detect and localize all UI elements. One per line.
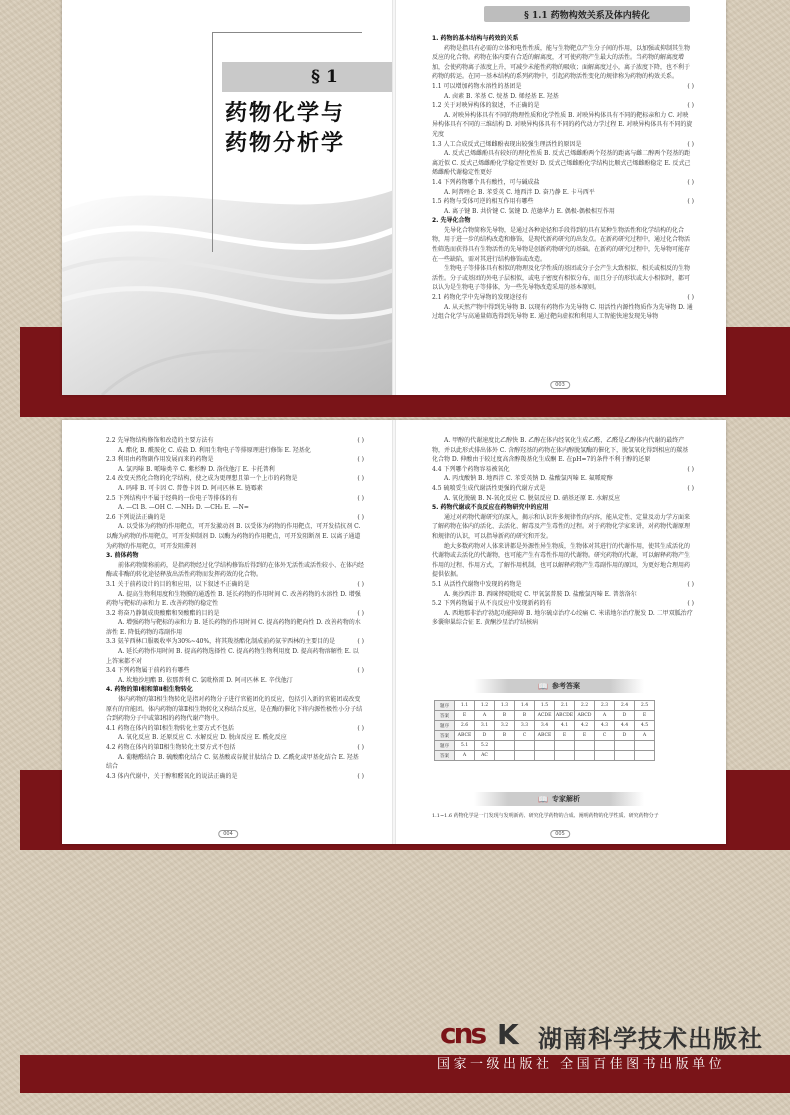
table-cell	[615, 751, 635, 761]
table-cell: D	[615, 711, 635, 721]
paragraph: A. 反式己烯雌酚具有较好的理化性质 B. 反式己烯雌酚两个羟基的距离与雌二醇两个羟基的距离近似 C. 反式己烯雌酚化学稳定性更好 D. 反式己烯雌酚化学结构比顺式己烯雌酚稳定 E. 反式己烯雌酚代谢稳定性更好	[432, 150, 691, 177]
cover-title-line: 药物分析学	[225, 130, 346, 156]
table-cell: 5.2	[475, 741, 495, 751]
cover-wave-graphic	[62, 170, 394, 395]
answers-banner	[474, 679, 644, 693]
table-cell: A	[595, 711, 615, 721]
answer-blank: ( )	[357, 437, 364, 444]
table-cell	[555, 751, 575, 761]
paragraph: A. 氧化反应 B. 还原反应 C. 水解反应 D. 脱卤反应 E. 酰化反应	[118, 734, 287, 742]
paragraph: 前体药物简称前药，是指药物经过化学结构修饰后得到的在体外无活性或活性较小、在体内经酶或非酶的转化途径释放出活性药物而发挥药效的化合物。	[106, 561, 365, 579]
page-005	[394, 420, 726, 844]
publisher-slogan: 国家一级出版社 全国百佳图书出版单位	[437, 1057, 726, 1072]
table-cell	[635, 751, 655, 761]
answer-blank: ( )	[357, 744, 364, 751]
table-cell: 4.4	[615, 721, 635, 731]
question	[106, 580, 364, 590]
question-text: 1.4 下列药物哪个具有酸性，可与碱成盐	[432, 178, 540, 186]
question-text: 4.4 下列哪个药物容易被氧化	[432, 465, 510, 473]
answer-blank: ( )	[687, 198, 694, 206]
table-cell: C	[515, 731, 535, 741]
table-cell: B	[495, 731, 515, 741]
question	[432, 82, 694, 92]
table-row	[435, 721, 655, 731]
table-cell: 4.1	[555, 721, 575, 731]
answer-blank: ( )	[357, 513, 364, 521]
question-text: 2.5 下列结构中不属于经典的一价电子等排体的有	[106, 494, 238, 502]
analysis-text: 1.1~1.6 药物化学是一门发现与发明新药、研究化学药物的合成、阐明药物的化学性质、研究药物分子	[432, 813, 659, 819]
publisher-name: 湖南科学技术出版社	[538, 1025, 763, 1053]
table-cell: 1.1	[455, 701, 475, 711]
table-cell: 3.2	[495, 721, 515, 731]
table-cell	[495, 741, 515, 751]
table-row	[435, 751, 655, 761]
question	[106, 474, 364, 484]
table-cell: ABCD	[575, 711, 595, 721]
table-cell: 1.5	[535, 701, 555, 711]
question-text: 2.2 先导物结构修饰和改造的主要方法有	[106, 437, 214, 444]
table-cell	[635, 741, 655, 751]
answer-table	[434, 700, 655, 761]
row-label: 题序	[435, 741, 455, 751]
answer-blank: ( )	[687, 484, 694, 492]
paragraph: A. 对映异构体具有不同的物理性质和化学性质 B. 对映异构体具有不同的靶标亲和力 C. 对映异构体具有不同的三维结构 D. 对映异构体具有不同的药代动力学过程 E. 对映异构体具有不同的旋光度	[432, 111, 693, 138]
answers-title: 参考答案	[551, 682, 580, 690]
answer-blank: ( )	[357, 475, 364, 483]
paragraph: A. 坎地沙坦酯 B. 依那普利 C. 氯吡格雷 D. 阿司匹林 E. 辛伐他汀	[118, 676, 293, 684]
question-text: 5.2 下列药物属于从不良反应中发现新药的有	[432, 600, 552, 608]
question	[106, 743, 364, 753]
analysis-title: 专家解析	[551, 795, 580, 803]
section-number: § 1	[222, 62, 394, 92]
table-cell	[615, 741, 635, 751]
table-cell: 2.1	[555, 701, 575, 711]
book-icon: 📖	[538, 681, 548, 691]
answer-blank: ( )	[687, 580, 694, 588]
paragraph: 绝大多数药物对人体来讲都是外源性异生物质，生物体对其进行的代谢作用，使其生成活化的代谢物或去活化的代谢物，也可能产生有毒性作用的代谢物。研究药物的代谢，可以解释药物产生作用的过程、作用方式，了解作用机制，也可以解释药物产生毒副作用的原因，为更好地合理用药提供依据。	[432, 542, 691, 579]
table-cell: D	[475, 731, 495, 741]
page-text	[106, 436, 364, 781]
subsection-heading: 1. 药物的基本结构与药效的关系	[432, 35, 519, 42]
answer-blank: ( )	[687, 465, 694, 473]
subsection-heading: 4. 药物的第Ⅰ相和第Ⅱ相生物转化	[106, 686, 193, 694]
table-cell: A	[455, 751, 475, 761]
table-cell: 2.2	[575, 701, 595, 711]
paragraph: A. 西地那非治疗勃起功能障碍 B. 地尔硫卓治疗心绞痛 C. 米诺地尔治疗脱发 D. 二甲双胍治疗多囊卵巢综合征 E. 黄酮沙星治疗结核病	[432, 609, 693, 627]
paragraph: A. 酯化 B. 酰胺化 C. 成盐 D. 利用生物电子等排原理进行修饰 E. 羟基化	[118, 446, 311, 454]
question	[432, 599, 694, 609]
table-cell	[595, 751, 615, 761]
table-cell: AC	[475, 751, 495, 761]
paragraph: A. 增强药物与靶标的亲和力 B. 延长药物的作用时间 C. 提高药物的靶向性 D. 改善药物的水溶性 E. 降低药物的毒副作用	[106, 619, 361, 636]
table-cell	[555, 741, 575, 751]
answer-blank: ( )	[687, 102, 694, 110]
spread-cover	[62, 0, 726, 395]
row-label: 题序	[435, 701, 455, 711]
table-row	[435, 741, 655, 751]
table-cell: A	[635, 731, 655, 741]
answer-blank: ( )	[687, 140, 694, 148]
table-cell: E	[555, 731, 575, 741]
paragraph: A. —Cl B. —OH C. —NH₂ D. —CH₃ E. —N=	[118, 504, 249, 512]
table-cell: 3.4	[535, 721, 555, 731]
question	[106, 436, 364, 446]
page-text	[432, 436, 694, 628]
cover-page	[62, 0, 394, 395]
question-text: 3.4 下列药物属于前药的有哪些	[106, 667, 190, 675]
publisher-logo-k: K	[497, 1018, 519, 1051]
question	[106, 666, 364, 676]
table-row	[435, 711, 655, 721]
table-cell: 1.4	[515, 701, 535, 711]
question	[106, 609, 364, 619]
table-cell: 4.2	[575, 721, 595, 731]
book-icon: 📖	[538, 794, 548, 804]
question	[106, 513, 364, 523]
question	[432, 580, 694, 590]
question	[106, 724, 364, 734]
table-cell: E	[455, 711, 475, 721]
table-cell	[495, 751, 515, 761]
table-cell: ABCDE	[555, 711, 575, 721]
paragraph: 体内药物的第Ⅰ相生物转化是指对药物分子进行官能团化的反应，包括引入新的官能团或改变原有的官能团。体内药物的第Ⅱ相生物转化又称结合反应，是在酶的催化下将内源性极性小分子结合到药物分子中或第Ⅰ相的药物代谢产物中。	[106, 696, 363, 723]
paragraph: 通过对药物代谢研究的深入，揭示和认识许多规律性的内容，能从定性、定量及动力学方面来了解药物在体内的活化、去活化、解毒及产生毒性的过程。对于药物化学家来讲，对药物代谢原理和规律的认识，可以指导新药的研究和开发。	[432, 513, 691, 540]
table-cell: 2.6	[455, 721, 475, 731]
paragraph: 药物是指具有必需的立体和电性性质，能与生物靶点产生分子间的作用，以加强或抑制其生物反应的化合物。药物在体内要有合适的解离度，才可使药物产生最大的活性。当药物的解离度增加，会使药物离子浓度上升，可减少未能性药物的吸收；面解离度过小，离子浓度下降，也不利于药物的转运。在同一基本结构的系列药物中，引起药物活性变化的规律称为药物的构效关系。	[432, 44, 691, 81]
question	[432, 197, 694, 207]
paragraph: A. 吗啡 B. 可卡因 C. 普鲁卡因 D. 阿司匹林 E. 链霉素	[118, 484, 263, 492]
question	[106, 455, 364, 465]
answer-blank: ( )	[687, 600, 694, 608]
section-header: § 1.1 药物构效关系及体内转化	[484, 6, 690, 22]
paragraph: A. 氧化脱硫 B. N-氧化反应 C. 脱氨反应 D. 硝基还原 E. 水解反应	[444, 494, 621, 502]
question-text: 4.3 体内代谢中，关于醇和醛氧化的说法正确的是	[106, 772, 238, 780]
table-cell	[575, 741, 595, 751]
subsection-heading: 3. 前体药物	[106, 552, 139, 560]
question-text: 3.2 将奋乃静制成庚酸酯和癸酸酯的目的是	[106, 609, 220, 617]
table-cell: D	[615, 731, 635, 741]
answer-blank: ( )	[357, 667, 364, 675]
table-cell: 4.3	[595, 721, 615, 731]
question	[432, 101, 694, 111]
paragraph: A. 以受体为药物的作用靶点，可开发激动剂 B. 以受体为药物的作用靶点，可开发拮抗剂 C. 以酶为药物的作用靶点，可开发抑制剂 D. 以酶为药物的作用靶点，可开发阻断剂 E. 以离子通道为药物的作用靶点，可开发阻滞剂	[106, 523, 361, 550]
table-cell: B	[515, 711, 535, 721]
answer-blank: ( )	[687, 178, 694, 186]
table-row	[435, 731, 655, 741]
question	[106, 772, 364, 782]
question	[432, 140, 694, 150]
row-label: 答案	[435, 751, 455, 761]
answer-blank: ( )	[357, 724, 364, 732]
table-cell	[595, 741, 615, 751]
table-cell: 1.3	[495, 701, 515, 711]
table-cell: 3.3	[515, 721, 535, 731]
question-text: 1.3 人工合成反式己烯雌酚表现出较强生理活性的原因是	[432, 140, 582, 148]
question-text: 1.1 可以增加药物水溶性的基团是	[432, 82, 522, 90]
question-text: 4.5 硫喷妥生成代谢活性更强的代谢方式是	[432, 484, 546, 492]
answer-blank: ( )	[687, 82, 694, 90]
question-text: 3.1 关于前药设计的目的和应用，以下叙述不正确的是	[106, 580, 250, 588]
paragraph: A. 从天然产物中得到先导物 B. 以现有药物作为先导物 C. 用活性内源性物质作为先导物 D. 通过组合化学与高通量筛选得到先导物 E. 通过靶向虚拟和利用人工智能快速发现先导物	[432, 303, 693, 321]
publisher-logo-cns: cns	[440, 1017, 485, 1050]
table-cell	[515, 741, 535, 751]
subsection-heading: 2. 先导化合物	[432, 217, 471, 225]
cover-frame-line	[212, 32, 213, 252]
answer-blank: ( )	[357, 456, 364, 464]
paragraph: A. 卤素 B. 苯基 C. 烷基 D. 烯烃基 E. 羟基	[444, 92, 559, 100]
paragraph: A. 丙戊酸钠 B. 地西泮 C. 苯妥英钠 D. 盐酸氯丙嗪 E. 氟哌啶醇	[444, 475, 613, 483]
table-cell: 4.5	[635, 721, 655, 731]
paragraph: 生物电子等排体具有相似的物理及化学性质的基团或分子会产生大致相似、相关或相反的生物活性。分子或基团的外电子层相似，或电子密度有相似分布，而且分子的形状或大小相似时，都可以认为是生物电子等排体，为一些先导物改造采用的基本原则。	[432, 265, 691, 292]
table-cell: 2.5	[635, 701, 655, 711]
table-cell	[575, 751, 595, 761]
question-text: 2.1 药物化学中先导物的发现途径有	[432, 294, 528, 302]
paragraph: A. 提高生物利用度和生物膜的通透性 B. 延长药物的作用时间 C. 改善药物的水溶性 D. 增强药物与靶标的亲和力 E. 改善药物的稳定性	[106, 590, 361, 608]
table-cell	[535, 741, 555, 751]
question-text: 1.5 药物与受体可逆的相互作用有哪些	[432, 198, 534, 206]
page-004	[62, 420, 394, 844]
table-cell: E	[635, 711, 655, 721]
question	[432, 178, 694, 188]
cover-frame-line	[212, 32, 362, 33]
cover-title	[225, 98, 345, 158]
paragraph: A. 延长药物作用时间 B. 提高药物选择性 C. 提高药物生物利用度 D. 提高药物溶解性 E. 以上答案都不对	[106, 648, 359, 665]
question	[106, 637, 364, 647]
row-label: 答案	[435, 711, 455, 721]
paragraph: A. 奥沙西泮 B. 西咪替啶吡啶 C. 甲氧氯普胺 D. 盐酸氯丙嗪 E. 普萘洛尔	[444, 590, 637, 598]
table-cell: 2.3	[595, 701, 615, 711]
answer-blank: ( )	[357, 609, 364, 617]
table-cell: A	[475, 711, 495, 721]
table-cell: 1.2	[475, 701, 495, 711]
page-number: 005	[550, 830, 570, 838]
question	[432, 293, 694, 303]
paragraph: A. 甲醇的代谢速度比乙醇快 B. 乙醇在体内经氧化生成乙醛，乙醛是乙醇体内代谢的最终产物，并以此形式排出体外 C. 含醇羟基的药物在体内醇脱氢酶的催化下，脱氢氧化得到相应的羰基化合物 D. 伸酸由于较过度高含醇羧基化生成酮 E. 在pH=7的条件不利于醇的还原	[432, 437, 689, 464]
subsection-heading: 5. 药物代谢或不良反应在药物研究中的应用	[432, 504, 549, 512]
spread-questions	[62, 420, 726, 844]
answer-blank: ( )	[357, 638, 364, 646]
question-text: 4.1 药物在体内的第Ⅰ相生物转化主要方式不包括	[106, 724, 234, 732]
paragraph: 先导化合物简称先导物，是通过各种途径和手段得到的具有某种生物活性和化学结构的化合物，用于进一步的结构改造和修饰，是现代新药研究的出发点。在新药研究过程中，通过化合物活性筛选而获得具有生物活性的先导物是创新药物研究的基础。在新药的研究过程中，先导物可能存在一些缺陷，需对其进行结构修饰或改造。	[432, 226, 691, 263]
table-cell: C	[595, 731, 615, 741]
question	[106, 494, 364, 504]
paragraph: A. 阿普唑仑 B. 苯妥英 C. 地西泮 D. 奋乃静 E. 卡马西平	[444, 188, 595, 196]
page-number: 004	[218, 830, 238, 838]
answer-blank: ( )	[357, 580, 364, 588]
question-text: 2.4 改变天然化合物的化学结构，使之成为更理想且第一个上市的药物是	[106, 475, 298, 483]
table-cell	[515, 751, 535, 761]
table-cell: ACDE	[535, 711, 555, 721]
table-cell: 5.1	[455, 741, 475, 751]
table-cell: 2.4	[615, 701, 635, 711]
answer-blank: ( )	[357, 494, 364, 502]
answer-blank: ( )	[357, 772, 364, 780]
question-text: 5.1 从活性代谢物中发现的药物是	[432, 580, 522, 588]
question-text: 2.6 下列说法正确的是	[106, 513, 166, 521]
question	[432, 465, 694, 475]
question	[432, 484, 694, 494]
analysis-banner	[474, 792, 644, 806]
cover-title-line: 药物化学与	[225, 100, 346, 126]
paragraph: A. 离子键 B. 共价键 C. 氢键 D. 范德华力 E. 偶极-偶极相互作用	[444, 207, 615, 215]
question-text: 3.3 氨苄西林口服吸收率为30%~40%，将其羧基酯化制成前药氨苄西林的主要目的是	[106, 638, 336, 646]
question-text: 2.3 利用由药物副作用发展而来的药物是	[106, 456, 214, 464]
table-cell: ABCE	[535, 731, 555, 741]
table-cell: ABCE	[455, 731, 475, 741]
table-cell	[535, 751, 555, 761]
paragraph: A. 氯丙嗪 B. 哌嗪类辛 C. 紫杉醇 D. 洛伐他汀 E. 卡托普利	[118, 465, 275, 473]
answer-blank: ( )	[687, 294, 694, 302]
page-003	[394, 0, 726, 395]
row-label: 题序	[435, 721, 455, 731]
paragraph: A. 葡糖醛结合 B. 硫酸酯化结合 C. 氨基酸或谷胱甘肽结合 D. 乙酰化或甲基化结合 E. 羟基结合	[106, 753, 359, 771]
table-row	[435, 701, 655, 711]
question-text: 4.2 药物在体内的第Ⅱ相生物转化主要方式不包括	[106, 744, 236, 751]
row-label: 答案	[435, 731, 455, 741]
page-text	[432, 34, 694, 322]
page-number: 003	[550, 381, 570, 389]
table-cell: 3.1	[475, 721, 495, 731]
table-cell: E	[575, 731, 595, 741]
question-text: 1.2 关于对映异构体的叙述，不正确的是	[432, 102, 540, 110]
table-cell: B	[495, 711, 515, 721]
